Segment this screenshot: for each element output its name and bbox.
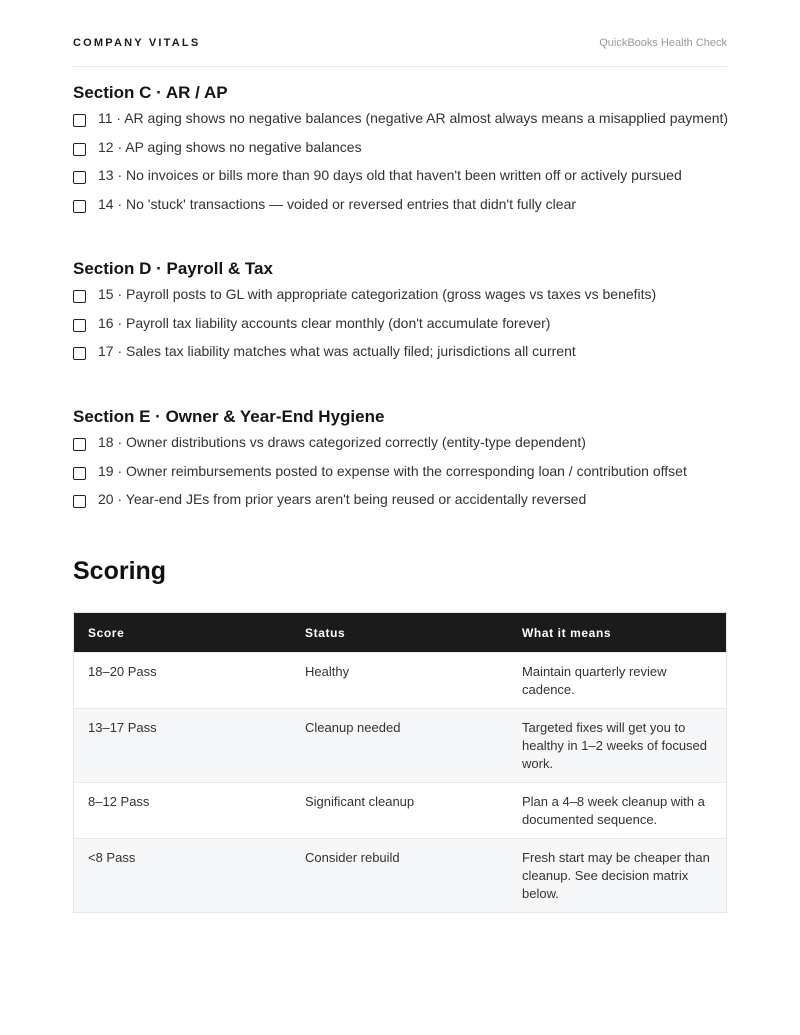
meaning-cell: Maintain quarterly review cadence. — [508, 653, 727, 709]
checklist-item — [73, 428, 727, 457]
checklist-item — [73, 280, 727, 309]
status-cell: Significant cleanup — [291, 783, 508, 839]
checkbox[interactable] — [73, 467, 86, 480]
checkbox[interactable] — [73, 347, 86, 360]
section-title: Section E · Owner & Year-End Hygiene — [73, 407, 385, 426]
checklist-item-label: 12 · AP aging shows no negative balances — [98, 138, 362, 155]
checklist-item-label: 13 · No invoices or bills more than 90 days old that haven't been written off or actively pursued — [98, 167, 682, 183]
table-row — [74, 709, 727, 783]
checkbox[interactable] — [73, 143, 86, 156]
meaning-cell: Plan a 4–8 week cleanup with a documented sequence. — [508, 783, 727, 839]
checkbox[interactable] — [73, 290, 86, 303]
checkbox[interactable] — [73, 495, 86, 508]
status-cell: Healthy — [291, 653, 508, 709]
section-title: Section C · AR / AP — [73, 83, 228, 102]
checklist-item — [73, 309, 727, 338]
checklist-item — [73, 104, 727, 133]
checklist-item-label: 14 · No 'stuck' transactions — voided or reversed entries that didn't fully clear — [98, 195, 577, 212]
section-c — [73, 82, 727, 218]
checklist-item-label: 17 · Sales tax liability matches what was actually filed; jurisdictions all current — [98, 343, 576, 359]
meaning-cell: Fresh start may be cheaper than cleanup. See decision matrix below. — [508, 839, 727, 913]
section-title: Section D · Payroll & Tax — [73, 259, 273, 278]
score-cell: 18–20 Pass — [74, 653, 292, 709]
checkbox[interactable] — [73, 171, 86, 184]
scoring-heading: Scoring — [73, 557, 167, 585]
score-cell: 8–12 Pass — [74, 783, 292, 839]
checklist-item — [73, 133, 727, 162]
checkbox[interactable] — [73, 200, 86, 213]
section-e — [73, 406, 727, 514]
checklist-item — [73, 161, 727, 190]
checklist-item-label: 20 · Year-end JEs from prior years aren't being reused or accidentally reversed — [98, 491, 587, 507]
checklist-item-label: 18 · Owner distributions vs draws categorized correctly (entity-type dependent) — [98, 434, 586, 450]
checklist-item — [73, 485, 727, 514]
table-row — [74, 839, 727, 913]
checklist-item — [73, 190, 727, 219]
checklist — [73, 104, 727, 218]
checklist-item-label: 16 · Payroll tax liability accounts clear monthly (don't accumulate forever) — [98, 314, 551, 331]
checklist-item-label: 11 · AR aging shows no negative balances (negative AR almost always means a misapplied payment) — [98, 110, 729, 126]
checkbox[interactable] — [73, 438, 86, 451]
status-cell: Cleanup needed — [291, 709, 508, 783]
checkbox[interactable] — [73, 114, 86, 127]
checklist — [73, 280, 727, 366]
checklist — [73, 428, 727, 514]
brand-name: COMPANY VITALS — [73, 37, 201, 49]
page-header — [73, 37, 727, 67]
checklist-item-label: 19 · Owner reimbursements posted to expense with the corresponding loan / contribution offset — [98, 462, 687, 479]
status-cell: Consider rebuild — [291, 839, 508, 913]
meaning-cell: Targeted fixes will get you to healthy in 1–2 weeks of focused work. — [508, 709, 727, 783]
score-cell: 13–17 Pass — [74, 709, 292, 783]
table-row — [74, 783, 727, 839]
table-header-row — [74, 613, 727, 653]
column-header-status: Status — [291, 613, 508, 653]
column-header-meaning: What it means — [508, 613, 727, 653]
checklist-item — [73, 457, 727, 486]
column-header-score: Score — [74, 613, 292, 653]
scoring-table — [73, 612, 727, 913]
section-d — [73, 258, 727, 366]
checklist-item-label: 15 · Payroll posts to GL with appropriate categorization (gross wages vs taxes vs benefits) — [98, 286, 657, 302]
document-title: QuickBooks Health Check — [599, 37, 727, 49]
checklist-item — [73, 337, 727, 366]
table-row — [74, 653, 727, 709]
score-cell: <8 Pass — [74, 839, 292, 913]
checkbox[interactable] — [73, 319, 86, 332]
